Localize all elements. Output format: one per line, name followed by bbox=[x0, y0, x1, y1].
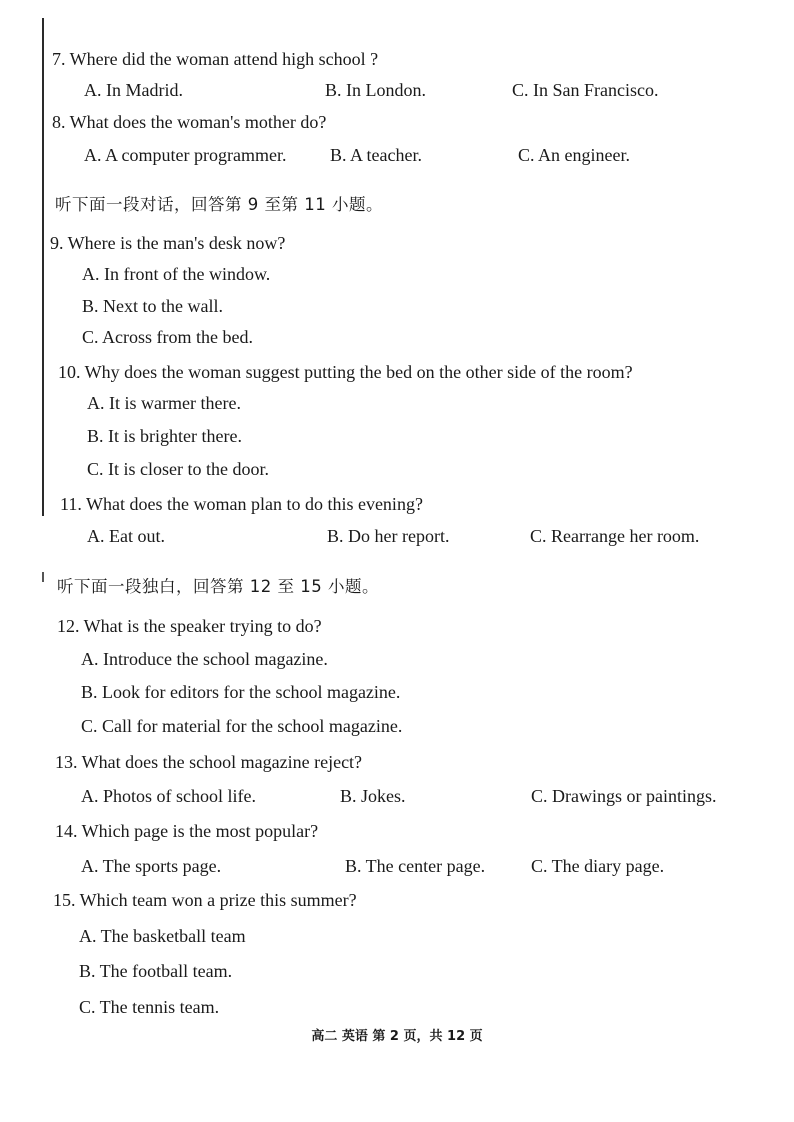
question-8-stem: 8. What does the woman's mother do? bbox=[52, 112, 327, 132]
question-9-option-a: A. In front of the window. bbox=[82, 264, 271, 284]
question-11-option-b: B. Do her report. bbox=[327, 526, 450, 546]
question-7-option-b: B. In London. bbox=[325, 80, 426, 100]
question-7-stem: 7. Where did the woman attend high school ? bbox=[52, 49, 379, 69]
question-8-option-b: B. A teacher. bbox=[330, 145, 422, 165]
section-instruction-1: 听下面一段对话，回答第 9 至第 11 小题。 bbox=[55, 195, 383, 214]
question-12-option-c: C. Call for material for the school magazine. bbox=[81, 716, 403, 736]
question-11-stem: 11. What does the woman plan to do this evening? bbox=[60, 494, 423, 514]
question-15-option-a: A. The basketball team bbox=[79, 926, 246, 946]
question-11-option-c: C. Rearrange her room. bbox=[530, 526, 700, 546]
question-15-stem: 15. Which team won a prize this summer? bbox=[53, 890, 357, 910]
question-7-option-c: C. In San Francisco. bbox=[512, 80, 659, 100]
question-11-option-a: A. Eat out. bbox=[87, 526, 165, 546]
question-9-stem: 9. Where is the man's desk now? bbox=[50, 233, 286, 253]
question-10-option-b: B. It is brighter there. bbox=[87, 426, 242, 446]
question-14-option-b: B. The center page. bbox=[345, 856, 486, 876]
question-13-option-a: A. Photos of school life. bbox=[81, 786, 256, 806]
question-12-stem: 12. What is the speaker trying to do? bbox=[57, 616, 322, 636]
question-8-option-a: A. A computer programmer. bbox=[84, 145, 287, 165]
question-14-option-c: C. The diary page. bbox=[531, 856, 665, 876]
question-13-option-c: C. Drawings or paintings. bbox=[531, 786, 717, 806]
question-7-option-a: A. In Madrid. bbox=[84, 80, 183, 100]
section-instruction-2: 听下面一段独白，回答第 12 至 15 小题。 bbox=[57, 577, 379, 596]
question-9-option-b: B. Next to the wall. bbox=[82, 296, 223, 316]
question-8-option-c: C. An engineer. bbox=[518, 145, 630, 165]
question-14-option-a: A. The sports page. bbox=[81, 856, 222, 876]
question-12-option-b: B. Look for editors for the school magazine. bbox=[81, 682, 401, 702]
question-10-stem: 10. Why does the woman suggest putting the bed on the other side of the room? bbox=[58, 362, 633, 382]
question-15-option-b: B. The football team. bbox=[79, 961, 233, 981]
margin-binding-line bbox=[42, 18, 44, 516]
page-footer: 高二 英语 第 2 页，共 12 页 bbox=[311, 1029, 483, 1044]
question-12-option-a: A. Introduce the school magazine. bbox=[81, 649, 328, 669]
question-10-option-c: C. It is closer to the door. bbox=[87, 459, 269, 479]
question-13-stem: 13. What does the school magazine reject? bbox=[55, 752, 363, 772]
question-15-option-c: C. The tennis team. bbox=[79, 997, 220, 1017]
margin-tick-mark bbox=[42, 572, 44, 582]
question-13-option-b: B. Jokes. bbox=[340, 786, 406, 806]
question-14-stem: 14. Which page is the most popular? bbox=[55, 821, 319, 841]
question-9-option-c: C. Across from the bed. bbox=[82, 327, 253, 347]
question-10-option-a: A. It is warmer there. bbox=[87, 393, 241, 413]
